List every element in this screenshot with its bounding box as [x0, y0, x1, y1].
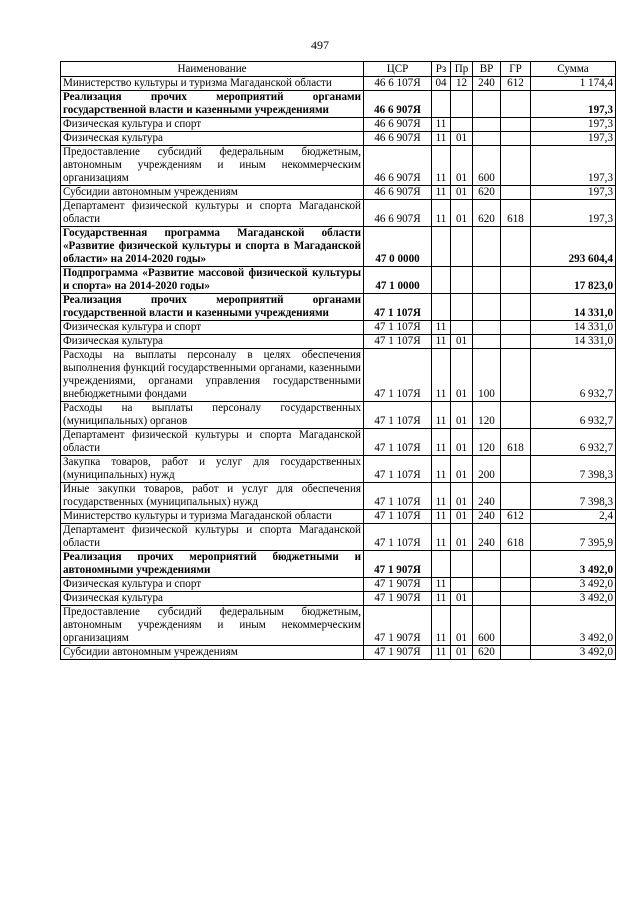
- table-row: [61, 200, 616, 227]
- cell-rz: 11: [432, 429, 451, 456]
- cell-sum: 2,4: [531, 510, 616, 524]
- cell-rz: 11: [432, 186, 451, 200]
- cell-csr: 47 1 907Я: [364, 551, 432, 578]
- cell-vr: [473, 132, 501, 146]
- header-pr: Пр: [451, 62, 473, 77]
- cell-gr: 618: [501, 200, 531, 227]
- cell-vr: 240: [473, 510, 501, 524]
- header-rz: Рз: [432, 62, 451, 77]
- cell-csr: 47 1 107Я: [364, 335, 432, 349]
- table-row: [61, 429, 616, 456]
- cell-rz: 11: [432, 483, 451, 510]
- cell-gr: [501, 335, 531, 349]
- cell-vr: 240: [473, 524, 501, 551]
- table-row: [61, 77, 616, 91]
- table-row: [61, 592, 616, 606]
- header-csr: ЦСР: [364, 62, 432, 77]
- cell-gr: [501, 186, 531, 200]
- cell-rz: 11: [432, 606, 451, 646]
- cell-csr: 47 0 0000: [364, 227, 432, 267]
- cell-vr: 120: [473, 429, 501, 456]
- cell-pr: [451, 267, 473, 294]
- cell-vr: 620: [473, 200, 501, 227]
- cell-vr: 240: [473, 77, 501, 91]
- cell-pr: 01: [451, 132, 473, 146]
- header-name: Наименование: [61, 62, 364, 77]
- cell-rz: 11: [432, 646, 451, 660]
- cell-vr: 620: [473, 186, 501, 200]
- cell-sum: 293 604,4: [531, 227, 616, 267]
- cell-csr: 46 6 907Я: [364, 146, 432, 186]
- cell-csr: 47 1 907Я: [364, 646, 432, 660]
- cell-rz: [432, 267, 451, 294]
- page-number: 497: [311, 38, 329, 52]
- table-row: [61, 335, 616, 349]
- cell-sum: 3 492,0: [531, 592, 616, 606]
- header-vr: ВР: [473, 62, 501, 77]
- table-row: [61, 646, 616, 660]
- table-row: [61, 186, 616, 200]
- table-row: [61, 606, 616, 646]
- cell-pr: [451, 227, 473, 267]
- cell-sum: 14 331,0: [531, 321, 616, 335]
- cell-rz: [432, 227, 451, 267]
- cell-vr: [473, 118, 501, 132]
- cell-gr: [501, 227, 531, 267]
- cell-pr: [451, 551, 473, 578]
- cell-vr: [473, 551, 501, 578]
- cell-rz: 11: [432, 335, 451, 349]
- cell-vr: [473, 267, 501, 294]
- cell-rz: 11: [432, 321, 451, 335]
- cell-rz: 11: [432, 118, 451, 132]
- cell-rz: 11: [432, 349, 451, 402]
- cell-sum: 17 823,0: [531, 267, 616, 294]
- table-row: [61, 483, 616, 510]
- cell-pr: [451, 321, 473, 335]
- cell-name: Субсидии автономным учреждениям: [61, 186, 364, 200]
- table-row: [61, 118, 616, 132]
- cell-csr: 46 6 907Я: [364, 186, 432, 200]
- cell-csr: 47 1 107Я: [364, 402, 432, 429]
- cell-name: Иные закупки товаров, работ и услуг для обеспечения государственных (муниципальных) нужд: [61, 483, 364, 510]
- cell-rz: [432, 551, 451, 578]
- cell-sum: 7 398,3: [531, 483, 616, 510]
- cell-pr: 01: [451, 402, 473, 429]
- cell-sum: 197,3: [531, 118, 616, 132]
- cell-vr: 600: [473, 606, 501, 646]
- cell-csr: 46 6 107Я: [364, 77, 432, 91]
- cell-rz: [432, 91, 451, 118]
- cell-name: Предоставление субсидий федеральным бюджетным, автономным учреждениям и иным некоммерческим организациям: [61, 606, 364, 646]
- table-row: [61, 294, 616, 321]
- cell-csr: 47 1 107Я: [364, 321, 432, 335]
- cell-gr: [501, 118, 531, 132]
- cell-pr: 01: [451, 186, 473, 200]
- cell-name: Реализация прочих мероприятий органами государственной власти и казенными учреждениями: [61, 91, 364, 118]
- cell-pr: 01: [451, 456, 473, 483]
- table-row: [61, 402, 616, 429]
- cell-name: Департамент физической культуры и спорта Магаданской области: [61, 429, 364, 456]
- cell-vr: 120: [473, 402, 501, 429]
- cell-csr: 47 1 907Я: [364, 578, 432, 592]
- cell-gr: [501, 267, 531, 294]
- table-row: [61, 349, 616, 402]
- cell-pr: 12: [451, 77, 473, 91]
- cell-sum: 14 331,0: [531, 294, 616, 321]
- cell-sum: 197,3: [531, 146, 616, 186]
- cell-sum: 3 492,0: [531, 578, 616, 592]
- cell-csr: 47 1 907Я: [364, 606, 432, 646]
- header-gr: ГР: [501, 62, 531, 77]
- cell-pr: 01: [451, 429, 473, 456]
- cell-sum: 14 331,0: [531, 335, 616, 349]
- cell-name: Реализация прочих мероприятий бюджетными и автономными учреждениями: [61, 551, 364, 578]
- cell-csr: 46 6 907Я: [364, 132, 432, 146]
- cell-gr: [501, 646, 531, 660]
- cell-rz: [432, 294, 451, 321]
- cell-csr: 47 1 107Я: [364, 429, 432, 456]
- cell-pr: 01: [451, 524, 473, 551]
- cell-name: Субсидии автономным учреждениям: [61, 646, 364, 660]
- table-row: [61, 91, 616, 118]
- cell-csr: 47 1 107Я: [364, 510, 432, 524]
- cell-name: Физическая культура: [61, 592, 364, 606]
- cell-name: Департамент физической культуры и спорта Магаданской области: [61, 524, 364, 551]
- cell-name: Физическая культура: [61, 132, 364, 146]
- cell-rz: 11: [432, 524, 451, 551]
- cell-vr: [473, 578, 501, 592]
- cell-vr: [473, 91, 501, 118]
- table-row: [61, 227, 616, 267]
- cell-gr: [501, 592, 531, 606]
- cell-gr: [501, 456, 531, 483]
- cell-csr: 46 6 907Я: [364, 118, 432, 132]
- cell-sum: 7 398,3: [531, 456, 616, 483]
- cell-pr: 01: [451, 200, 473, 227]
- cell-rz: 11: [432, 456, 451, 483]
- cell-csr: 47 1 107Я: [364, 483, 432, 510]
- table-row: [61, 321, 616, 335]
- cell-pr: 01: [451, 510, 473, 524]
- cell-sum: 197,3: [531, 132, 616, 146]
- cell-sum: 197,3: [531, 186, 616, 200]
- table-row: [61, 267, 616, 294]
- cell-sum: 1 174,4: [531, 77, 616, 91]
- cell-vr: 240: [473, 483, 501, 510]
- cell-gr: [501, 606, 531, 646]
- cell-rz: 04: [432, 77, 451, 91]
- cell-pr: 01: [451, 483, 473, 510]
- cell-pr: [451, 118, 473, 132]
- cell-vr: [473, 592, 501, 606]
- cell-gr: 612: [501, 510, 531, 524]
- cell-vr: [473, 335, 501, 349]
- cell-gr: 618: [501, 429, 531, 456]
- cell-gr: [501, 321, 531, 335]
- cell-sum: 197,3: [531, 91, 616, 118]
- cell-pr: 01: [451, 349, 473, 402]
- cell-name: Физическая культура и спорт: [61, 118, 364, 132]
- cell-name: Министерство культуры и туризма Магаданской области: [61, 510, 364, 524]
- cell-name: Предоставление субсидий федеральным бюджетным, автономным учреждениям и иным некоммерческим организациям: [61, 146, 364, 186]
- header-row: [61, 62, 616, 77]
- cell-gr: [501, 349, 531, 402]
- cell-name: Департамент физической культуры и спорта Магаданской области: [61, 200, 364, 227]
- cell-pr: [451, 294, 473, 321]
- cell-rz: 11: [432, 402, 451, 429]
- cell-pr: 01: [451, 146, 473, 186]
- cell-vr: [473, 294, 501, 321]
- cell-name: Подпрограмма «Развитие массовой физической культуры и спорта» на 2014-2020 годы»: [61, 267, 364, 294]
- cell-pr: [451, 578, 473, 592]
- cell-name: Расходы на выплаты персоналу государственных (муниципальных) органов: [61, 402, 364, 429]
- cell-vr: 600: [473, 146, 501, 186]
- cell-csr: 47 1 107Я: [364, 524, 432, 551]
- cell-csr: 46 6 907Я: [364, 200, 432, 227]
- cell-csr: 47 1 107Я: [364, 294, 432, 321]
- budget-table: [60, 61, 616, 660]
- cell-pr: 01: [451, 335, 473, 349]
- cell-gr: 612: [501, 77, 531, 91]
- table-row: [61, 510, 616, 524]
- cell-gr: [501, 294, 531, 321]
- header-sum: Сумма: [531, 62, 616, 77]
- cell-vr: 100: [473, 349, 501, 402]
- cell-gr: [501, 402, 531, 429]
- cell-csr: 47 1 107Я: [364, 456, 432, 483]
- cell-csr: 47 1 107Я: [364, 349, 432, 402]
- cell-csr: 46 6 907Я: [364, 91, 432, 118]
- cell-pr: 01: [451, 646, 473, 660]
- table-row: [61, 524, 616, 551]
- cell-vr: [473, 321, 501, 335]
- cell-rz: 11: [432, 146, 451, 186]
- table-row: [61, 146, 616, 186]
- cell-name: Реализация прочих мероприятий органами государственной власти и казенными учреждениями: [61, 294, 364, 321]
- cell-vr: 200: [473, 456, 501, 483]
- table-row: [61, 132, 616, 146]
- cell-vr: 620: [473, 646, 501, 660]
- cell-rz: 11: [432, 578, 451, 592]
- cell-sum: 7 395,9: [531, 524, 616, 551]
- cell-name: Физическая культура и спорт: [61, 578, 364, 592]
- cell-gr: [501, 551, 531, 578]
- cell-sum: 3 492,0: [531, 606, 616, 646]
- cell-gr: [501, 578, 531, 592]
- cell-csr: 47 1 907Я: [364, 592, 432, 606]
- cell-sum: 3 492,0: [531, 646, 616, 660]
- cell-sum: 197,3: [531, 200, 616, 227]
- cell-gr: 618: [501, 524, 531, 551]
- cell-pr: 01: [451, 606, 473, 646]
- cell-gr: [501, 483, 531, 510]
- cell-gr: [501, 146, 531, 186]
- table-row: [61, 551, 616, 578]
- cell-rz: 11: [432, 132, 451, 146]
- cell-csr: 47 1 0000: [364, 267, 432, 294]
- cell-sum: 6 932,7: [531, 402, 616, 429]
- cell-name: Расходы на выплаты персоналу в целях обеспечения выполнения функций государственными органами, казенными учреждениями, органами управления государственными внебюджетными фондами: [61, 349, 364, 402]
- cell-pr: [451, 91, 473, 118]
- cell-sum: 3 492,0: [531, 551, 616, 578]
- cell-gr: [501, 132, 531, 146]
- cell-rz: 11: [432, 510, 451, 524]
- table-row: [61, 456, 616, 483]
- cell-name: Закупка товаров, работ и услуг для государственных (муниципальных) нужд: [61, 456, 364, 483]
- cell-sum: 6 932,7: [531, 429, 616, 456]
- cell-gr: [501, 91, 531, 118]
- cell-vr: [473, 227, 501, 267]
- cell-name: Физическая культура и спорт: [61, 321, 364, 335]
- cell-name: Министерство культуры и туризма Магаданской области: [61, 77, 364, 91]
- table-row: [61, 578, 616, 592]
- cell-rz: 11: [432, 592, 451, 606]
- cell-rz: 11: [432, 200, 451, 227]
- cell-sum: 6 932,7: [531, 349, 616, 402]
- cell-name: Физическая культура: [61, 335, 364, 349]
- cell-name: Государственная программа Магаданской области «Развитие физической культуры и спорта в Магаданской области» на 2014-2020 годы»: [61, 227, 364, 267]
- cell-pr: 01: [451, 592, 473, 606]
